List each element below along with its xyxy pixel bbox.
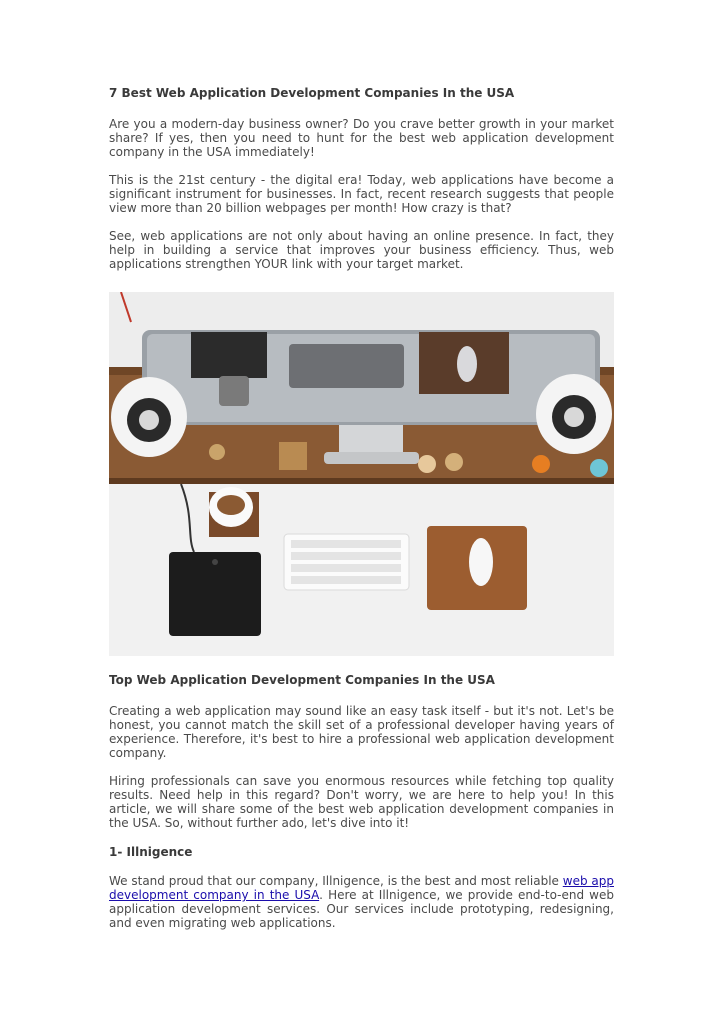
section-paragraph-1: Creating a web application may sound like an easy task itself - but it's not. Let's be honest, you cannot match the skill set of a professional developer having years of experience. Therefore, it's best to hire a professional web application development company. (109, 704, 614, 760)
web-app-development-link[interactable]: web app development company in the USA (109, 874, 614, 902)
document-page (109, 85, 614, 930)
company-paragraph (109, 874, 614, 930)
company-heading: 1- Illnigence (109, 845, 193, 859)
section-title: Top Web Application Development Companies In the USA (109, 673, 495, 687)
company-paragraph-lead: We stand proud that our company, Illnigence, is the best and most reliable (109, 874, 563, 888)
article-title: 7 Best Web Application Development Companies In the USA (109, 86, 515, 100)
intro-paragraph-1: Are you a modern-day business owner? Do you crave better growth in your market share? If yes, then you need to hunt for the best web application development company in the USA immediately! (109, 117, 614, 159)
desk-workspace-photo (109, 292, 614, 656)
intro-paragraph-2: This is the 21st century - the digital era! Today, web applications have become a significant instrument for businesses. In fact, recent research suggests that people view more than 20 billion webpages per month! How crazy is that? (109, 173, 614, 215)
intro-paragraph-3: See, web applications are not only about having an online presence. In fact, they help in building a service that improves your business efficiency. Thus, web applications strengthen YOUR link with your target market. (109, 229, 614, 271)
company-paragraph-rest: . Here at Illnigence, we provide end-to-end web application development services. Our services include prototyping, redesigning, and even migrating web applications. (109, 888, 615, 930)
section-paragraph-2: Hiring professionals can save you enormous resources while fetching top quality results. Need help in this regard? Don't worry, we are here to help you! In this article, we will share some of the best web application development companies in the USA. So, without further ado, let's dive into it! (109, 774, 614, 830)
